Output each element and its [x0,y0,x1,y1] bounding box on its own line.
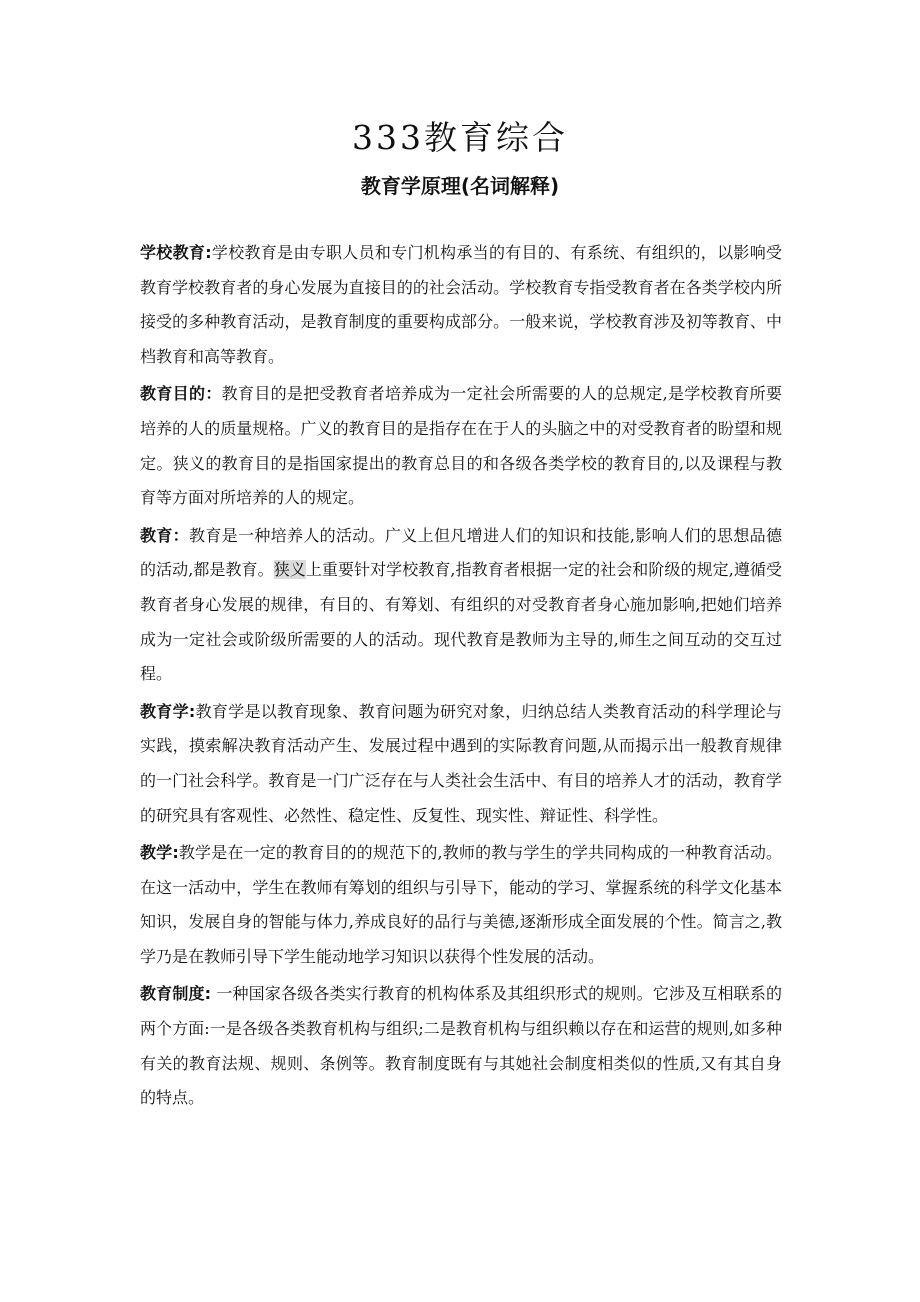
term-label: 教育： [140,525,189,545]
definition-text: 教学是在一定的教育目的的规范下的,教师的教与学生的学共同构成的一种教育活动。在这一活动中，学生在教师有筹划的组织与引导下，能动的学习、掌握系统的科学文化基本知识，发展自身的智能与体力,养成良好的品行与美德,逐渐形成全面发展的个性。简言之,教学乃是在教师引导下学生能动地学习知识以获得个性发展的活动。 [140,843,782,966]
definition-text-continued: 上重要针对学校教育,指教育者根据一定的社会和阶级的规定,遵循受教育者身心发展的规律，有目的、有筹划、有组织的对受教育者身心施加影响,把她们培养成为一定社会或阶级所需要的人的活动。现代教育是教师为主导的,师生之间互动的交互过程。 [140,560,782,684]
definition-text: 教育目的是把受教育者培养成为一定社会所需要的人的总规定,是学校教育所要培养的人的质量规格。广义的教育目的是指存在在于人的头脑之中的对受教育者的盼望和规定。狭义的教育目的是指国家提出的教育总目的和各级各类学校的教育目的,以及课程与教育等方面对所培养的人的规定。 [140,384,782,508]
term-label: 教育制度: [140,984,212,1004]
definition-education [140,519,782,692]
document-title: 333教育综合 [352,118,568,157]
definition-teaching [140,836,782,974]
term-label: 教育目的： [140,384,222,404]
term-label: 学校教育: [140,243,212,262]
highlighted-text[interactable]: 狭义 [273,560,306,580]
definition-pedagogy [140,695,782,833]
definition-text: 教育学是以教育现象、教育问题为研究对象，归纳总结人类教育活动的科学理论与实践，摸索解决教育活动产生、发展过程中遇到的实际教育问题,从而揭示出一般教育规律的一门社会科学。教育是一门广泛存在与人类社会生活中、有目的培养人才的活动，教育学的研究具有客观性、必然性、稳定性、反复性、现实性、辩证性、科学性。 [140,701,782,825]
definition-text: 一种国家各级各类实行教育的机构体系及其组织形式的规则。它涉及互相联系的两个方面:一是各级各类教育机构与组织;二是教育机构与组织赖以存在和运营的规则,如多种有关的教育法规、规则、条例等。教育制度既有与其她社会制度相类似的性质,又有其自身的特点。 [140,984,782,1108]
definition-text: 学校教育是由专职人员和专门机构承当的有目的、有系统、有组织的，以影响受教育学校教育者的身心发展为直接目的的社会活动。学校教育专指受教育者在各类学校内所接受的多种教育活动，是教育制度的重要构成部分。一般来说，学校教育涉及初等教育、中档教育和高等教育。 [140,243,782,366]
definition-school-education [140,236,782,374]
document-subtitle: 教育学原理(名词解释) [360,174,560,198]
document-body [140,236,782,1119]
term-label: 教学: [140,843,179,863]
term-label: 教育学: [140,701,196,721]
definition-education-aim [140,377,782,515]
definition-education-system [140,977,782,1115]
definition-text: 教育是一种培养人的活动。广义上但凡增进人们的知识和技能,影响人们的思想品德的活动,都是教育。 [140,525,782,580]
